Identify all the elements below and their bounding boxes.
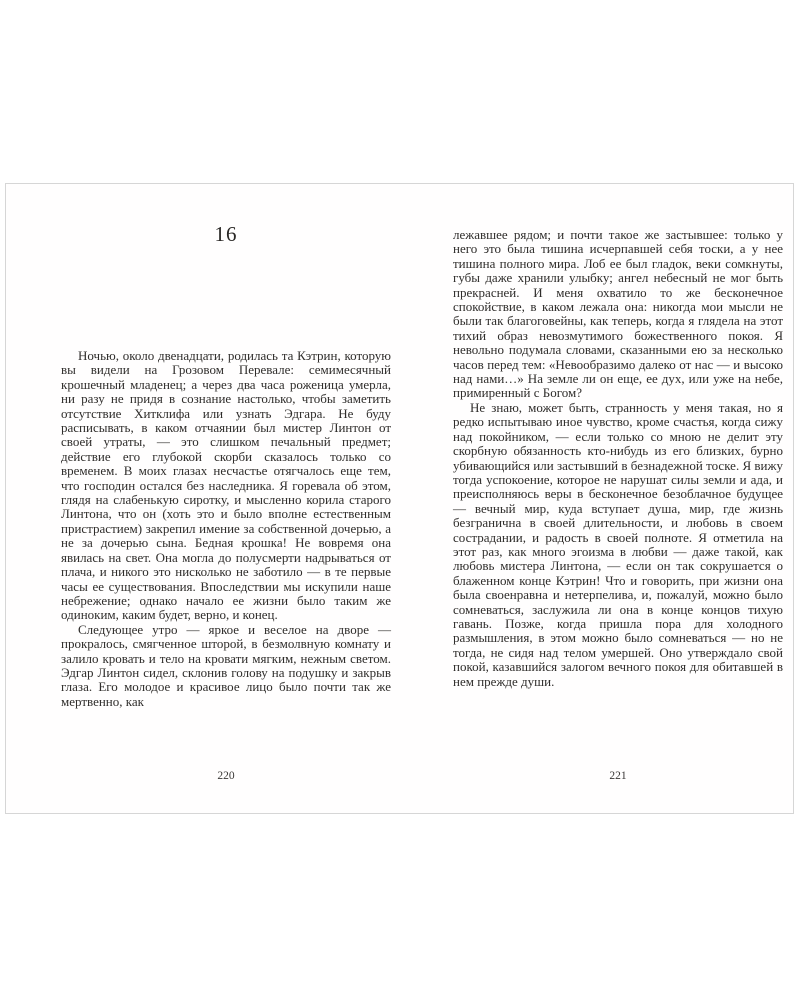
paragraph: Не знаю, может быть, странность у меня такая, но я редко испытываю иное чувство, кроме счастья, когда сижу над покойником, — если только со мною не делит эту скорбную обязанность кто-нибудь из его близких, бурно убивающийся или застывший в безнадежной тоске. Я вижу тогда успокоение, которое не нарушат силы земли и ада, и преисполняюсь веры в бесконечное безоблачное будущее — вечный мир, куда вступает душа, мир, где жизнь безгранична в своей длительности, и любовь в своем сострадании, и радость в своей полноте. Я отметила на этот раз, как много эгоизма в любви — даже такой, как любовь мистера Линтона, — если он так сокрушается о блаженном конце Кэтрин! Что и говорить, при жизни она была своенравна и нетерпелива, и, пожалуй, можно было сомневаться, заслужила ли она в конце концов тихую гавань. Позже, когда пришла пора для холодного размышления, в этом можно было сомневаться — но не тогда, не сидя над телом умершей. Оно утверждало свой покой, казавшийся залогом вечного покоя для обитавшей в нем прежде души. xyxy=(453,399,783,689)
page-left-body xyxy=(61,349,391,709)
page-right-body xyxy=(453,228,783,689)
paragraph: лежавшее рядом; и почти такое же застывшее: только у него это была тишина исчерпавшей себя тоски, а у нее тишина полного мира. Лоб ее был гладок, веки сомкнуты, губы даже хранили улыбку; ангел небесный не мог быть прекрасней. И меня охватило то же бесконечное спокойствие, в каком лежала она: никогда мои мысли не были так благоговейны, как теперь, когда я глядела на этот тихий образ невозмутимого божественного покоя. Я невольно подумала словами, сказанными ею за несколько часов перед тем: «Невообразимо далеко от нас — и высоко над нами…» На земле ли он еще, ее дух, или уже на небе, примиренный с Богом? xyxy=(453,227,783,401)
page-number-left: 220 xyxy=(217,770,235,782)
book-spread xyxy=(5,183,794,814)
chapter-heading: 16 xyxy=(214,222,238,246)
paragraph: Ночью, около двенадцати, родилась та Кэтрин, которую вы видели на Грозовом Перевале: семимесячный крошечный младенец; а через два часа роженица умерла, ни разу не придя в сознание настолько, чтобы заметить отсутствие Хитклифа или узнать Эдгара. Не буду расписывать, в каком отчаянии был мистер Линтон от своей утраты, — это слишком печальный предмет; действие его глубокой скорби сказалось только со временем. В моих глазах несчастье отягчалось еще тем, что господин остался без наследника. Я горевала об этом, глядя на слабенькую сиротку, и мысленно корила старого Линтона, что он (хоть это и было вполне естественным пристрастием) закрепил имение за собственной дочерью, а не за дочерью сына. Бедная крошка! Не вовремя она явилась на свет. Она могла до полусмерти надрываться от плача, и никого это нисколько не заботило — в те первые часы ее существования. Впоследствии мы искупили наше небрежение; однако начало ее жизни было таким же одиноким, каким будет, верно, и конец. xyxy=(61,348,391,623)
paragraph: Следующее утро — яркое и веселое на дворе — прокралось, смягченное шторой, в безмолвную комнату и залило кровать и тело на кровати мягким, нежным светом. Эдгар Линтон сидел, склонив голову на подушку и закрыв глаза. Его молодое и красивое лицо было почти так же мертвенно, как xyxy=(61,621,391,709)
page-number-right: 221 xyxy=(609,770,627,782)
